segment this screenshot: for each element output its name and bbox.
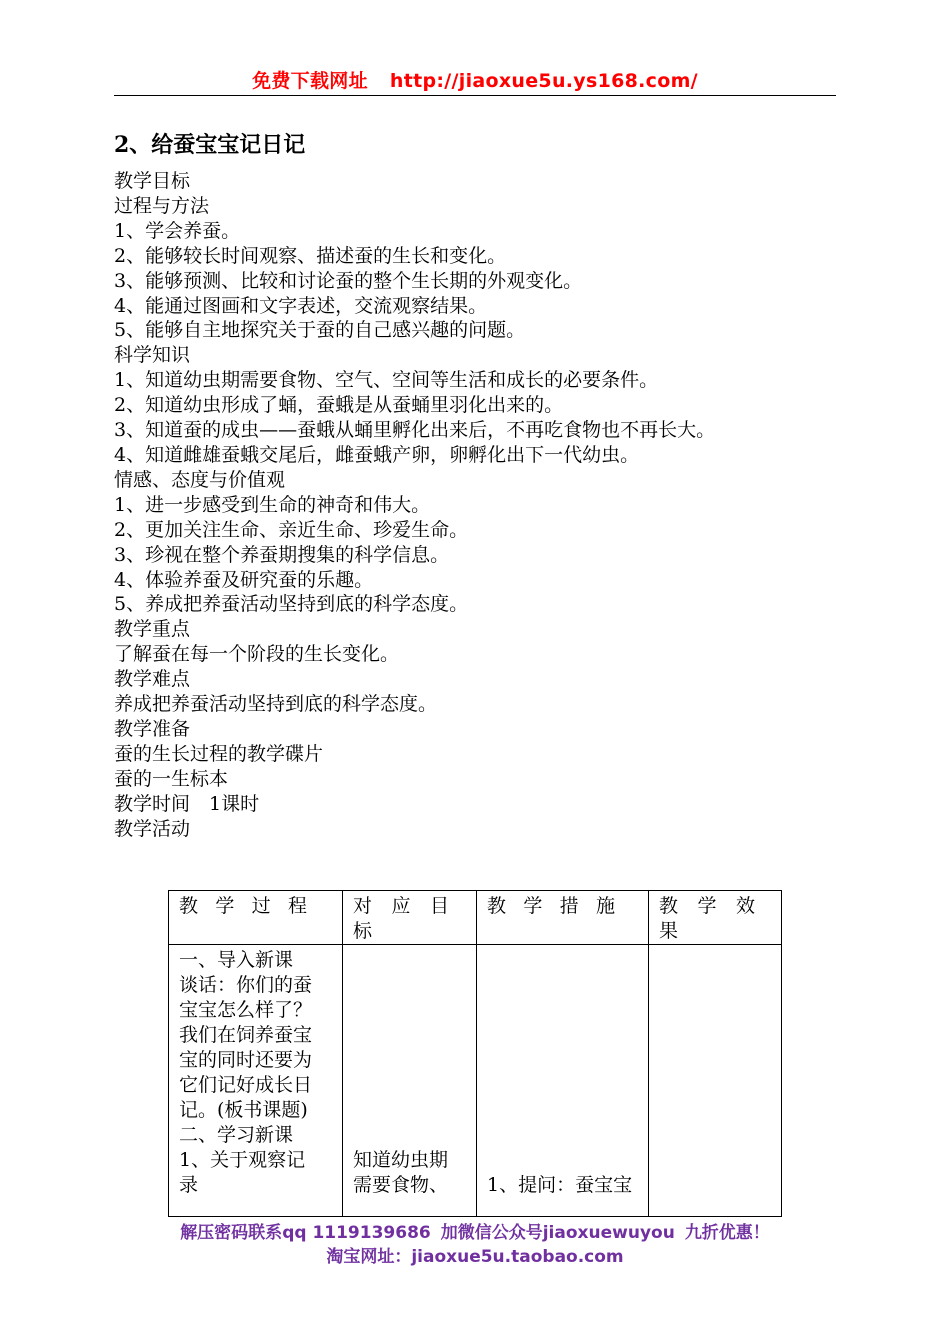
body-line: 过程与方法 — [114, 194, 210, 217]
header-cell-goal — [343, 891, 477, 945]
footer-prefix: 解压密码联系 — [180, 1223, 283, 1243]
body-line: 蚕的生长过程的教学碟片 — [114, 742, 324, 765]
header-effect-line2: 果 — [659, 920, 679, 942]
process-line: 宝的同时还要为 — [179, 1049, 313, 1071]
footer-shop-line — [0, 1242, 950, 1267]
process-cell — [169, 945, 343, 1217]
body-line: 1、学会养蚕。 — [114, 219, 241, 242]
process-line: 一、导入新课 — [179, 949, 294, 971]
process-line: 我们在饲养蚕宝 — [179, 1024, 313, 1046]
header-cell-process — [169, 891, 343, 945]
body-line: 4、能通过图画和文字表述，交流观察结果。 — [114, 294, 488, 317]
body-line: 1、知道幼虫期需要食物、空气、空间等生活和成长的必要条件。 — [114, 369, 659, 392]
header-goal-line2: 标 — [353, 920, 373, 942]
body-line: 4、体验养蚕及研究蚕的乐趣。 — [114, 568, 374, 591]
body-line: 教学难点 — [114, 668, 191, 691]
process-line: 1、关于观察记 — [179, 1149, 306, 1171]
measure-line: 1、提问：蚕宝宝 — [487, 1174, 633, 1196]
header-url-link[interactable]: http://jiaoxue5u.ys168.com/ — [389, 70, 698, 92]
process-line: 记。(板书课题) — [179, 1099, 308, 1121]
footer-middle: 加微信公众号 — [440, 1223, 543, 1243]
body-line: 了解蚕在每一个阶段的生长变化。 — [114, 643, 400, 666]
body-line: 科学知识 — [114, 344, 191, 367]
body-line: 教学活动 — [114, 817, 191, 840]
table-header-row — [169, 891, 782, 945]
header-cell-effect — [649, 891, 782, 945]
document-title: 2、给蚕宝宝记日记 — [114, 132, 306, 158]
body-line: 5、能够自主地探究关于蚕的自己感兴趣的问题。 — [114, 319, 526, 342]
process-line: 二、学习新课 — [179, 1124, 294, 1146]
body-line: 5、养成把养蚕活动坚持到底的科学态度。 — [114, 593, 469, 616]
body-line: 教学准备 — [114, 717, 191, 740]
body-line: 教学重点 — [114, 618, 191, 641]
header-goal-line1: 对 应 目 — [353, 895, 449, 917]
header-effect-line1: 教 学 效 — [659, 895, 755, 917]
body-line: 蚕的一生标本 — [114, 767, 229, 790]
body-line: 养成把养蚕活动坚持到底的科学态度。 — [114, 693, 438, 716]
body-line: 教学目标 — [114, 170, 191, 192]
header-measures-text: 教 学 措 施 — [487, 895, 615, 917]
footer-contact-line — [0, 1218, 950, 1243]
lesson-plan-table — [168, 890, 782, 1217]
body-line: 2、能够较长时间观察、描述蚕的生长和变化。 — [114, 244, 507, 267]
footer-account: jiaoxuewuyou — [542, 1223, 675, 1243]
process-line: 它们记好成长日 — [179, 1074, 313, 1096]
body-line: 2、更加关注生命、亲近生命、珍爱生命。 — [114, 518, 469, 541]
table-row — [169, 945, 782, 1217]
effect-cell — [649, 945, 782, 1217]
page-header — [114, 66, 836, 96]
body-line: 教学时间 1课时 — [114, 792, 260, 815]
process-line: 录 — [179, 1174, 199, 1196]
goal-line: 知道幼虫期 — [353, 1149, 449, 1171]
body-line: 3、能够预测、比较和讨论蚕的整个生长期的外观变化。 — [114, 269, 583, 292]
body-line: 1、进一步感受到生命的神奇和伟大。 — [114, 493, 431, 516]
header-label: 免费下载网址 — [252, 70, 368, 92]
footer-qq: qq 1119139686 — [282, 1223, 431, 1243]
header-process-text: 教 学 过 程 — [179, 895, 307, 917]
goal-cell — [343, 945, 477, 1217]
body-line: 2、知道幼虫形成了蛹，蚕蛾是从蚕蛹里羽化出来的。 — [114, 394, 564, 417]
footer-shop-prefix: 淘宝网址： — [326, 1247, 412, 1267]
header-cell-measures — [477, 891, 649, 945]
footer-shop-url-link[interactable]: jiaoxue5u.taobao.com — [411, 1247, 624, 1267]
body-line: 3、知道蚕的成虫——蚕蛾从蛹里孵化出来后，不再吃食物也不再长大。 — [114, 419, 716, 442]
document-body — [114, 169, 854, 841]
body-line: 情感、态度与价值观 — [114, 468, 286, 491]
process-line: 宝宝怎么样了？ — [179, 999, 313, 1021]
body-line: 4、知道雌雄蚕蛾交尾后，雌蚕蛾产卵，卵孵化出下一代幼虫。 — [114, 443, 640, 466]
measures-cell — [477, 945, 649, 1217]
process-line: 谈话：你们的蚕 — [179, 974, 313, 996]
body-line: 3、珍视在整个养蚕期搜集的科学信息。 — [114, 543, 450, 566]
footer-suffix: 九折优惠！ — [684, 1223, 770, 1243]
goal-line: 需要食物、 — [353, 1174, 449, 1196]
